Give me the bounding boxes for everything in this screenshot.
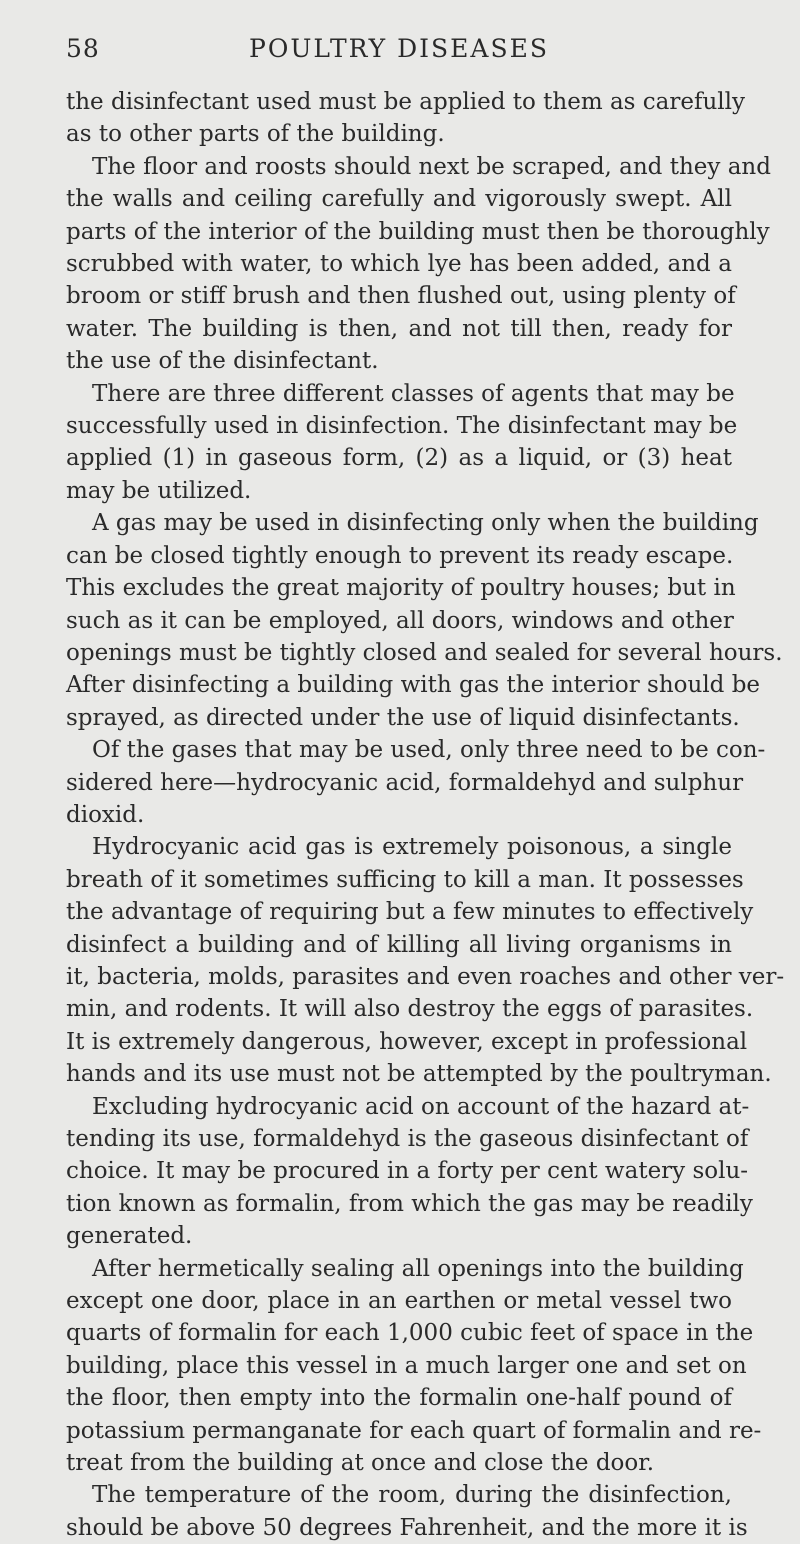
- text-line: tion known as formalin, from which the gas may be readily: [66, 1190, 753, 1217]
- text-line: scrubbed with water, to which lye has been added, and a: [66, 251, 732, 278]
- text-line: This excludes the great majority of poultry houses; but in: [66, 575, 736, 602]
- text-line: hands and its use must not be attempted by the poultryman.: [66, 1061, 772, 1088]
- body-text: [66, 86, 785, 1544]
- text-line: A gas may be used in disinfecting only when the building: [92, 510, 759, 537]
- text-line: openings must be tightly closed and sealed for several hours.: [66, 639, 783, 666]
- text-line: dioxid.: [66, 801, 145, 828]
- text-line: water. The building is then, and not till then, ready for: [66, 315, 732, 342]
- text-line: sprayed, as directed under the use of liquid disinfectants.: [66, 704, 740, 731]
- text-line: broom or stiff brush and then flushed out, using plenty of: [66, 283, 736, 310]
- text-line: sidered here—hydrocyanic acid, formaldehyd and sulphur: [66, 769, 744, 796]
- text-line: The temperature of the room, during the disinfection,: [92, 1482, 732, 1509]
- text-line: generated.: [66, 1223, 193, 1250]
- text-line: applied (1) in gaseous form, (2) as a liquid, or (3) heat: [66, 445, 732, 472]
- text-line: may be utilized.: [66, 477, 252, 504]
- text-line: After disinfecting a building with gas the interior should be: [66, 672, 761, 699]
- text-line: It is extremely dangerous, however, except in professional: [66, 1028, 748, 1055]
- text-line: choice. It may be procured in a forty per cent watery solu-: [66, 1158, 749, 1185]
- text-line: tending its use, formaldehyd is the gaseous disinfectant of: [66, 1126, 749, 1152]
- text-line: can be closed tightly enough to prevent its ready escape.: [66, 542, 734, 569]
- running-title: POULTRY DISEASES: [249, 34, 549, 63]
- running-head: [66, 34, 732, 78]
- text-line: it, bacteria, molds, parasites and even roaches and other ver-: [66, 963, 785, 990]
- text-line: the walls and ceiling carefully and vigorously swept. All: [66, 186, 732, 213]
- text-line: There are three different classes of agents that may be: [92, 380, 735, 407]
- text-line: the advantage of requiring but a few minutes to effectively: [66, 899, 754, 926]
- text-line: The floor and roosts should next be scraped, and they and: [92, 153, 771, 180]
- text-line: After hermetically sealing all openings into the building: [92, 1255, 744, 1282]
- text-line: disinfect a building and of killing all living organisms in: [66, 931, 732, 958]
- text-line: Excluding hydrocyanic acid on account of the hazard at-: [92, 1093, 750, 1120]
- text-line: potassium permanganate for each quart of formalin and re-: [66, 1417, 762, 1444]
- text-line: treat from the building at once and close the door.: [66, 1450, 655, 1477]
- text-line: the floor, then empty into the formalin one-half pound of: [66, 1385, 732, 1412]
- text-line: the disinfectant used must be applied to them as carefully: [66, 89, 746, 115]
- text-line: the use of the disinfectant.: [66, 348, 379, 375]
- text-line: Hydrocyanic acid gas is extremely poisonous, a single: [92, 834, 732, 861]
- page-number: 58: [66, 34, 100, 63]
- text-line: such as it can be employed, all doors, windows and other: [66, 607, 734, 634]
- text-line: quarts of formalin for each 1,000 cubic feet of space in the: [66, 1320, 754, 1347]
- text-line: min, and rodents. It will also destroy the eggs of parasites.: [66, 996, 754, 1023]
- text-line: building, place this vessel in a much larger one and set on: [66, 1352, 747, 1379]
- text-line: breath of it sometimes sufficing to kill a man. It possesses: [66, 866, 744, 893]
- text-line: successfully used in disinfection. The disinfectant may be: [66, 413, 738, 440]
- text-line: as to other parts of the building.: [66, 121, 445, 148]
- text-line: parts of the interior of the building must then be thoroughly: [66, 218, 770, 245]
- text-line: should be above 50 degrees Fahrenheit, and the more it is: [66, 1514, 748, 1541]
- text-line: except one door, place in an earthen or metal vessel two: [66, 1288, 732, 1315]
- text-line: Of the gases that may be used, only three need to be con-: [92, 737, 766, 764]
